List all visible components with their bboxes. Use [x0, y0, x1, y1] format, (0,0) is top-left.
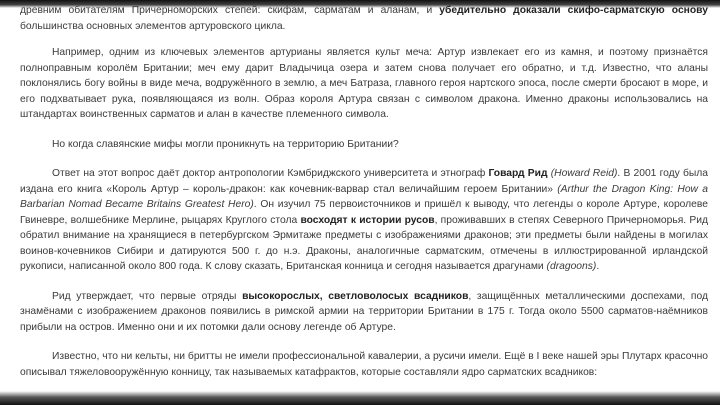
article-body: [20, 0, 708, 380]
italic-text-run: (dragoons): [546, 261, 597, 272]
paragraph-question: [20, 137, 708, 153]
text-run: , проживавших в степях Северного Причерноморья. Рид обратил внимание на хранящиеся в петербургском Эрмитаже предметы с изображениями драконов; эти предметы были найдены в могилах воинов-кочевников Сибири и датируются 500 г. до н.э. Драконы, аналогичные сарматским, отмечены в иллюстрированной ирландской рукописи, написанной около 800 года. К слову сказать, Британская конница и сегодня называется драгунами: [20, 214, 708, 272]
paragraph-sword-cult: [20, 45, 708, 123]
paragraph-cavalry: [20, 349, 708, 380]
paragraph-sarmatian-riders: [20, 289, 708, 336]
bold-text-run: Говард Рид: [488, 168, 548, 179]
bold-text-run: восходят к истории русов: [300, 214, 435, 226]
text-run: , защищённых металлическими доспехами, под знамёнами с изображением драконов появились в римской армии на территории Британии в 175 г. Тогда около 5500 сарматов-наёмников прибыли на остров. Именно они и их потомки дали основу легенде об Артуре.: [20, 290, 708, 333]
text-run: . Он изучил 75 первоисточников и пришёл к выводу, что легенды о короле Артуре, королеве Гвиневре, волшебнике Мерлине, рыцарях Круглого стола: [20, 199, 708, 226]
text-run: Ответ на этот вопрос даёт доктор антропологии Кэмбриджского университета и этнограф: [52, 168, 489, 179]
text-run: Но когда славянские мифы могли проникнуть на территорию Британии?: [52, 138, 399, 150]
text-run: .: [596, 261, 600, 272]
text-run: . В 2001 году была издана его книга «Король Артур – король-дракон: как кочевник-варвар стал величайшим героем Британии»: [20, 168, 708, 195]
bold-text-run: убедительно доказали скифо-сарматскую основу: [439, 5, 708, 16]
text-run: Рид утверждает, что первые отряды: [52, 290, 243, 302]
paragraph-scythian-basis: [20, 3, 708, 34]
italic-text-run: (Arthur the Dragon King: How a Barbarian Nomad Became Britains Greatest Hero): [20, 183, 709, 210]
video-frame-bottom-edge: [0, 391, 720, 405]
italic-text-run: (Howard Reid): [550, 168, 618, 179]
text-run: Например, одним из ключевых элементов артурианы является культ меча: Артур извлекает его из камня, и поэтому признаётся полноправным королём Британии; меч ему дарит Владычица озера и затем снова получает его обратно, и т.д. Известно, что аланы поклонялись богу войны в виде меча, водружённого в землю, а меч Батраза, главного героя нартского эпоса, после смерти бросают в море, и его подхватывает рука, появляющаяся из волн. Образ короля Артура связан с символом дракона. Именно драконы использовались на штандартах воинственных сарматов и алан в качестве племенного символа.: [20, 47, 708, 120]
text-run: большинства основных элементов артуровского цикла.: [20, 20, 286, 32]
paragraph-howard-reid: [20, 166, 708, 275]
bold-text-run: высокорослых, светловолосых всадников: [242, 290, 469, 302]
text-run: Известно, что ни кельты, ни бритты не имели профессиональной кавалерии, а русичи имели. Ещё в I веке нашей эры Плутарх красочно описывал тяжеловооружённую конницу, так называемых катафрактов, которые составляли ядро сарматских всадников:: [20, 351, 708, 378]
text-run: древним обитателям Причерноморских степей: скифам, сарматам и аланам, и: [20, 5, 440, 16]
